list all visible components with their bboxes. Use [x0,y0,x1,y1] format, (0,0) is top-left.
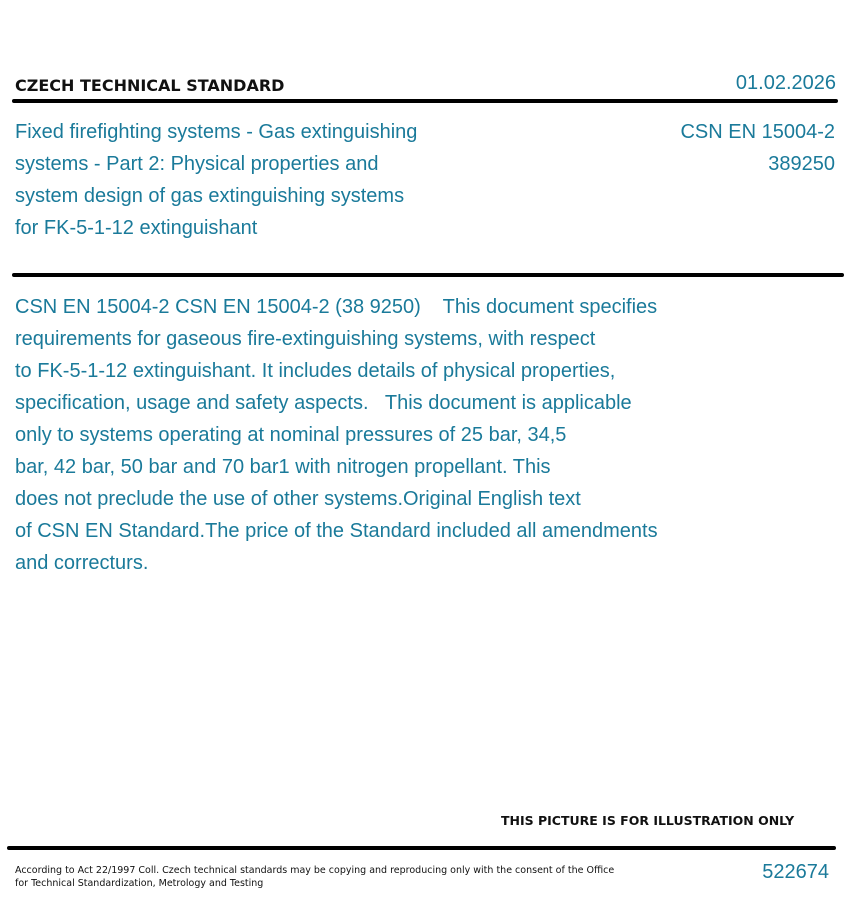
title-line: for FK-5-1-12 extinguishant [15,217,258,239]
title-line: systems - Part 2: Physical properties and [15,153,379,175]
product-number: 522674 [762,861,829,883]
standard-codes [680,116,835,180]
description-line: and correcturs. [15,552,149,574]
catalog-number: 389250 [768,153,835,175]
legal-note-line: for Technical Standardization, Metrology and Testing [15,878,264,889]
description-line: only to systems operating at nominal pressures of 25 bar, 34,5 [15,424,567,446]
description-line: bar, 42 bar, 50 bar and 70 bar1 with nitrogen propellant. This [15,456,551,478]
title-divider [12,273,844,277]
description-line: requirements for gaseous fire-extinguishing systems, with respect [15,328,596,350]
description-line: specification, usage and safety aspects. This document is applicable [15,392,632,414]
description-line: CSN EN 15004-2 CSN EN 15004-2 (38 9250) This document specifies [15,296,658,318]
title-line: Fixed firefighting systems - Gas extinguishing [15,121,418,143]
footer-divider [7,846,836,850]
description-line: does not preclude the use of other systems.Original English text [15,488,581,510]
description-line: of CSN EN Standard.The price of the Standard included all amendments [15,520,658,542]
standard-number: CSN EN 15004-2 [680,121,835,143]
document-date: 01.02.2026 [735,72,836,94]
standard-title [15,116,475,244]
standard-description [15,291,735,579]
legal-note-line: According to Act 22/1997 Coll. Czech technical standards may be copying and reproducing only with the consent of the Office [15,865,615,876]
document-type-label: CZECH TECHNICAL STANDARD [15,76,285,95]
illustration-disclaimer: THIS PICTURE IS FOR ILLUSTRATION ONLY [501,813,795,828]
title-line: system design of gas extinguishing systems [15,185,405,207]
legal-note [15,864,615,890]
header-divider [12,99,838,103]
description-line: to FK-5-1-12 extinguishant. It includes details of physical properties, [15,360,616,382]
